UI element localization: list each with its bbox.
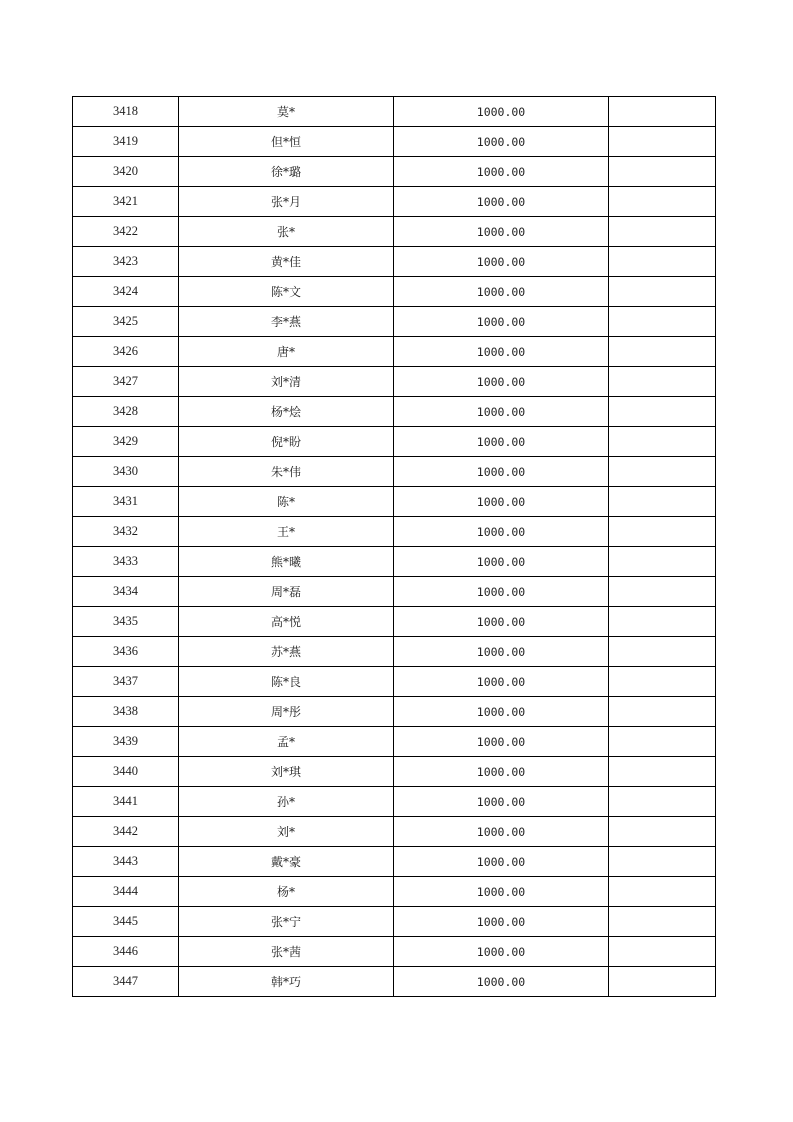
name-cell: 徐*璐: [179, 157, 394, 187]
table-row: [73, 727, 716, 757]
name-cell: 王*: [179, 517, 394, 547]
amount-cell: 1000.00: [394, 547, 609, 577]
name-cell: 孟*: [179, 727, 394, 757]
table-row: [73, 397, 716, 427]
table-row: [73, 757, 716, 787]
note-cell: [609, 757, 716, 787]
name-cell: 唐*: [179, 337, 394, 367]
note-cell: [609, 97, 716, 127]
table-row: [73, 337, 716, 367]
note-cell: [609, 937, 716, 967]
amount-cell: 1000.00: [394, 727, 609, 757]
name-cell: 但*恒: [179, 127, 394, 157]
row-number-cell: 3422: [73, 217, 179, 247]
amount-cell: 1000.00: [394, 637, 609, 667]
table-row: [73, 907, 716, 937]
name-cell: 陈*: [179, 487, 394, 517]
table-row: [73, 367, 716, 397]
name-cell: 韩*巧: [179, 967, 394, 997]
note-cell: [609, 307, 716, 337]
row-number-cell: 3430: [73, 457, 179, 487]
row-number-cell: 3437: [73, 667, 179, 697]
row-number-cell: 3445: [73, 907, 179, 937]
table-row: [73, 157, 716, 187]
name-cell: 张*月: [179, 187, 394, 217]
row-number-cell: 3446: [73, 937, 179, 967]
note-cell: [609, 337, 716, 367]
table-row: [73, 427, 716, 457]
name-cell: 杨*: [179, 877, 394, 907]
table-row: [73, 577, 716, 607]
name-cell: 李*燕: [179, 307, 394, 337]
name-cell: 戴*豪: [179, 847, 394, 877]
amount-cell: 1000.00: [394, 847, 609, 877]
row-number-cell: 3440: [73, 757, 179, 787]
name-cell: 杨*烩: [179, 397, 394, 427]
row-number-cell: 3420: [73, 157, 179, 187]
note-cell: [609, 907, 716, 937]
row-number-cell: 3427: [73, 367, 179, 397]
table-row: [73, 97, 716, 127]
name-cell: 莫*: [179, 97, 394, 127]
name-cell: 苏*燕: [179, 637, 394, 667]
row-number-cell: 3425: [73, 307, 179, 337]
note-cell: [609, 607, 716, 637]
amount-cell: 1000.00: [394, 187, 609, 217]
name-cell: 陈*文: [179, 277, 394, 307]
note-cell: [609, 217, 716, 247]
row-number-cell: 3442: [73, 817, 179, 847]
name-cell: 陈*良: [179, 667, 394, 697]
row-number-cell: 3434: [73, 577, 179, 607]
row-number-cell: 3443: [73, 847, 179, 877]
note-cell: [609, 667, 716, 697]
amount-cell: 1000.00: [394, 967, 609, 997]
note-cell: [609, 457, 716, 487]
name-cell: 黄*佳: [179, 247, 394, 277]
row-number-cell: 3428: [73, 397, 179, 427]
name-cell: 倪*盼: [179, 427, 394, 457]
note-cell: [609, 247, 716, 277]
note-cell: [609, 127, 716, 157]
amount-cell: 1000.00: [394, 937, 609, 967]
name-cell: 刘*清: [179, 367, 394, 397]
name-cell: 张*宁: [179, 907, 394, 937]
note-cell: [609, 877, 716, 907]
amount-cell: 1000.00: [394, 907, 609, 937]
amount-cell: 1000.00: [394, 757, 609, 787]
name-cell: 刘*琪: [179, 757, 394, 787]
amount-cell: 1000.00: [394, 517, 609, 547]
amount-cell: 1000.00: [394, 247, 609, 277]
amount-cell: 1000.00: [394, 427, 609, 457]
row-number-cell: 3429: [73, 427, 179, 457]
name-cell: 高*悦: [179, 607, 394, 637]
name-cell: 刘*: [179, 817, 394, 847]
table-row: [73, 217, 716, 247]
name-cell: 孙*: [179, 787, 394, 817]
row-number-cell: 3435: [73, 607, 179, 637]
table-row: [73, 937, 716, 967]
table-row: [73, 517, 716, 547]
note-cell: [609, 577, 716, 607]
row-number-cell: 3424: [73, 277, 179, 307]
row-number-cell: 3447: [73, 967, 179, 997]
note-cell: [609, 367, 716, 397]
note-cell: [609, 787, 716, 817]
payment-table: [72, 96, 716, 997]
note-cell: [609, 427, 716, 457]
amount-cell: 1000.00: [394, 127, 609, 157]
name-cell: 张*茜: [179, 937, 394, 967]
note-cell: [609, 637, 716, 667]
note-cell: [609, 517, 716, 547]
amount-cell: 1000.00: [394, 337, 609, 367]
table-row: [73, 487, 716, 517]
table-row: [73, 187, 716, 217]
row-number-cell: 3431: [73, 487, 179, 517]
note-cell: [609, 397, 716, 427]
table-row: [73, 127, 716, 157]
row-number-cell: 3441: [73, 787, 179, 817]
row-number-cell: 3439: [73, 727, 179, 757]
table-row: [73, 967, 716, 997]
table-row: [73, 847, 716, 877]
table-row: [73, 277, 716, 307]
payment-table-body: [73, 97, 716, 997]
amount-cell: 1000.00: [394, 457, 609, 487]
table-row: [73, 877, 716, 907]
note-cell: [609, 817, 716, 847]
row-number-cell: 3421: [73, 187, 179, 217]
amount-cell: 1000.00: [394, 577, 609, 607]
name-cell: 张*: [179, 217, 394, 247]
amount-cell: 1000.00: [394, 157, 609, 187]
row-number-cell: 3426: [73, 337, 179, 367]
amount-cell: 1000.00: [394, 697, 609, 727]
table-row: [73, 817, 716, 847]
amount-cell: 1000.00: [394, 877, 609, 907]
table-row: [73, 457, 716, 487]
row-number-cell: 3418: [73, 97, 179, 127]
table-row: [73, 607, 716, 637]
name-cell: 朱*伟: [179, 457, 394, 487]
amount-cell: 1000.00: [394, 217, 609, 247]
row-number-cell: 3432: [73, 517, 179, 547]
name-cell: 周*彤: [179, 697, 394, 727]
table-row: [73, 547, 716, 577]
note-cell: [609, 727, 716, 757]
note-cell: [609, 157, 716, 187]
table-row: [73, 697, 716, 727]
amount-cell: 1000.00: [394, 277, 609, 307]
name-cell: 周*磊: [179, 577, 394, 607]
name-cell: 熊*曦: [179, 547, 394, 577]
row-number-cell: 3436: [73, 637, 179, 667]
row-number-cell: 3423: [73, 247, 179, 277]
note-cell: [609, 697, 716, 727]
note-cell: [609, 187, 716, 217]
table-row: [73, 637, 716, 667]
note-cell: [609, 967, 716, 997]
amount-cell: 1000.00: [394, 367, 609, 397]
row-number-cell: 3444: [73, 877, 179, 907]
note-cell: [609, 547, 716, 577]
amount-cell: 1000.00: [394, 487, 609, 517]
row-number-cell: 3433: [73, 547, 179, 577]
note-cell: [609, 847, 716, 877]
table-row: [73, 307, 716, 337]
amount-cell: 1000.00: [394, 97, 609, 127]
row-number-cell: 3419: [73, 127, 179, 157]
table-row: [73, 667, 716, 697]
amount-cell: 1000.00: [394, 607, 609, 637]
amount-cell: 1000.00: [394, 787, 609, 817]
amount-cell: 1000.00: [394, 817, 609, 847]
table-row: [73, 787, 716, 817]
amount-cell: 1000.00: [394, 307, 609, 337]
payment-list-sheet: [72, 96, 715, 997]
amount-cell: 1000.00: [394, 667, 609, 697]
row-number-cell: 3438: [73, 697, 179, 727]
amount-cell: 1000.00: [394, 397, 609, 427]
note-cell: [609, 487, 716, 517]
table-row: [73, 247, 716, 277]
note-cell: [609, 277, 716, 307]
